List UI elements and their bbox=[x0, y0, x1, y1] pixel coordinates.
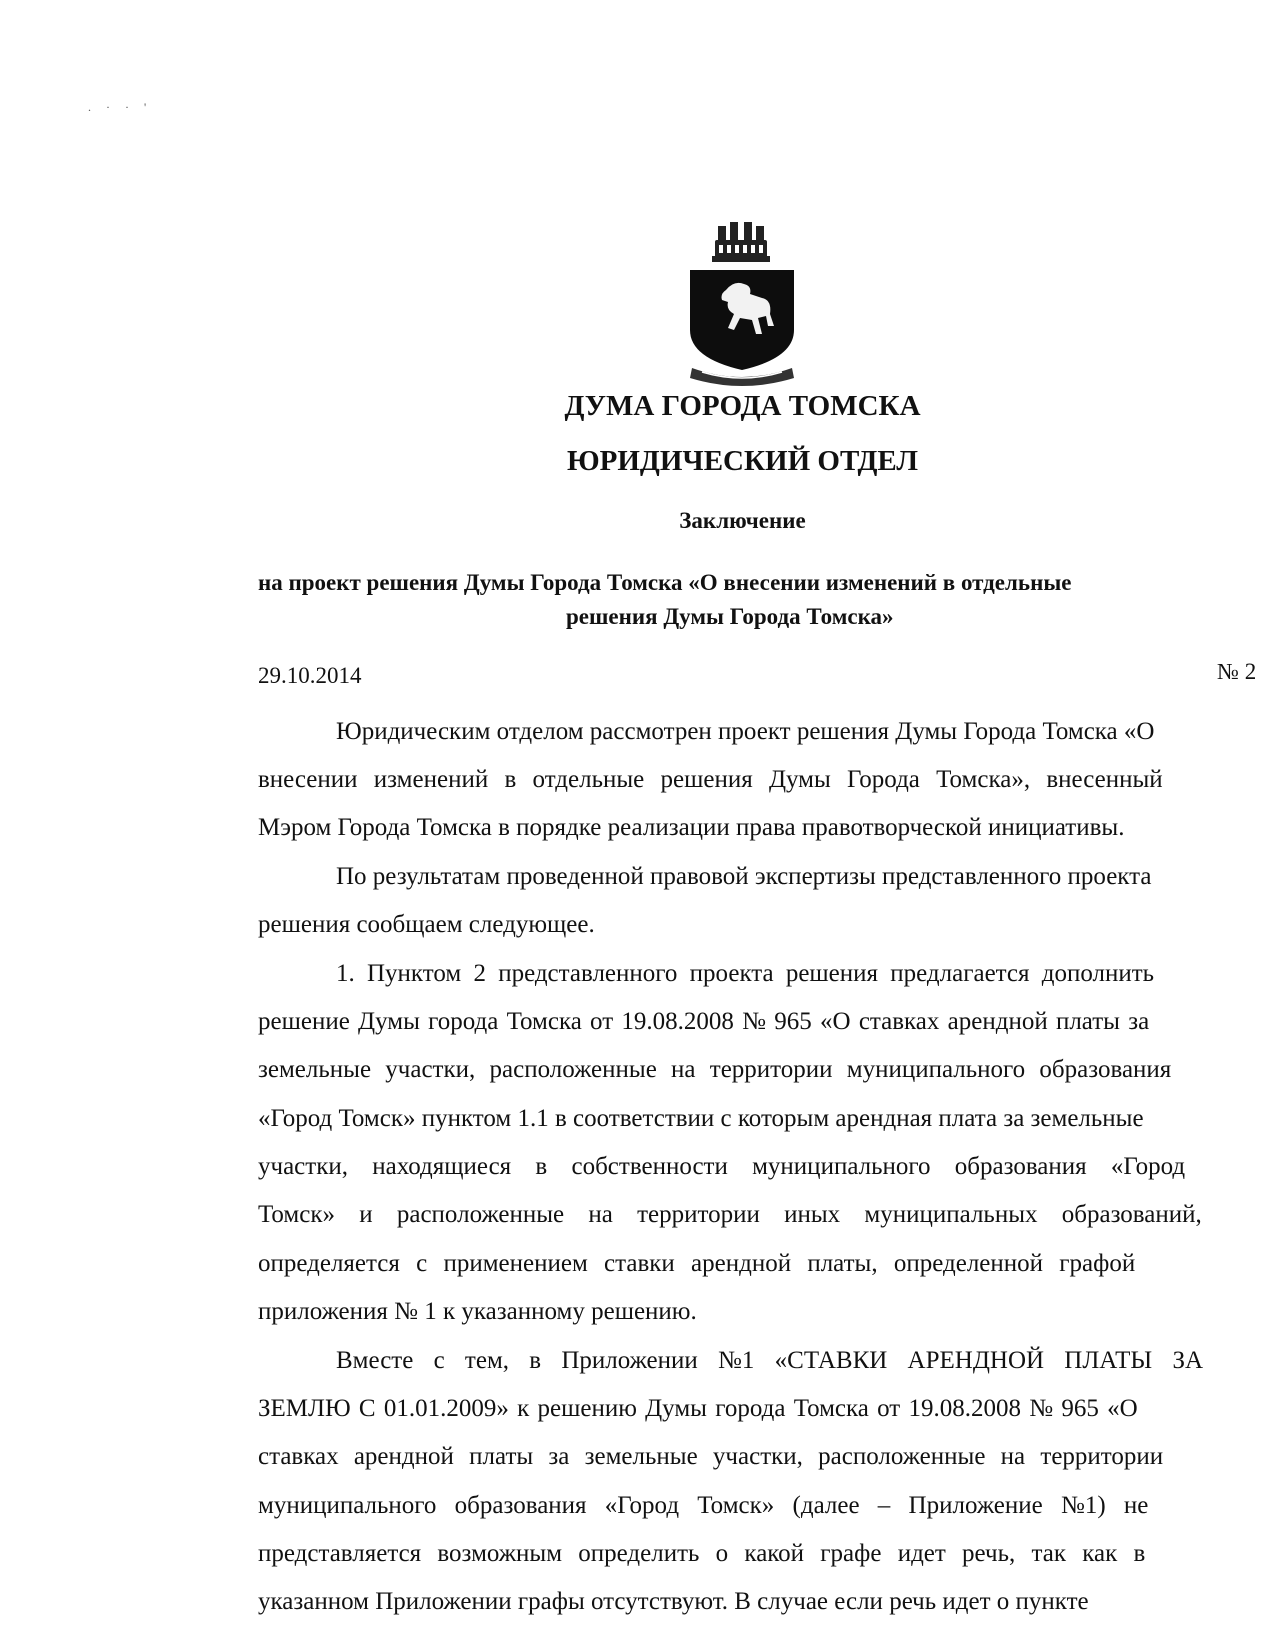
body-line: приложения № 1 к указанному решению. bbox=[258, 1298, 697, 1325]
body-line: муниципального образования «Город Томск» (далее – Приложение №1) не bbox=[258, 1492, 1149, 1519]
body-line: определяется с применением ставки арендной платы, определенной графой bbox=[258, 1250, 1136, 1277]
body-line: земельные участки, расположенные на территории муниципального образования bbox=[258, 1056, 1172, 1083]
body-line: решение Думы города Томска от 19.08.2008 № 965 «О ставках арендной платы за bbox=[258, 1008, 1150, 1035]
doc-number: № 2 bbox=[1217, 659, 1257, 684]
body-line: представляется возможным определить о какой графе идет речь, так как в bbox=[258, 1540, 1146, 1567]
body-line: 1. Пунктом 2 представленного проекта решения предлагается дополнить bbox=[336, 960, 1155, 987]
body-line: По результатам проведенной правовой экспертизы представленного проекта bbox=[336, 863, 1152, 890]
doc-type-title: Заключение bbox=[679, 508, 806, 533]
body-line: Мэром Города Томска в порядке реализации права правотворческой инициативы. bbox=[258, 814, 1125, 841]
subject-line: решения Думы Города Томска» bbox=[566, 604, 894, 629]
body-line: ставках арендной платы за земельные участки, расположенные на территории bbox=[258, 1443, 1164, 1470]
body-line: Вместе с тем, в Приложении №1 «СТАВКИ АРЕНДНОЙ ПЛАТЫ ЗА bbox=[336, 1347, 1204, 1374]
body-line: решения сообщаем следующее. bbox=[258, 911, 595, 938]
body-line: «Город Томск» пунктом 1.1 в соответствии с которым арендная плата за земельные bbox=[258, 1105, 1144, 1132]
body-line: указанном Приложении графы отсутствуют. В случае если речь идет о пункте bbox=[258, 1588, 1089, 1615]
scan-specks: . · · ' bbox=[88, 100, 153, 114]
department-name: ЮРИДИЧЕСКИЙ ОТДЕЛ bbox=[567, 445, 918, 477]
body-line: внесении изменений в отдельные решения Думы Города Томска», внесенный bbox=[258, 766, 1163, 793]
body-line: ЗЕМЛЮ С 01.01.2009» к решению Думы города Томска от 19.08.2008 № 965 «О bbox=[258, 1395, 1138, 1422]
body-line: Юридическим отделом рассмотрен проект решения Думы Города Томска «О bbox=[336, 718, 1155, 745]
body-line: участки, находящиеся в собственности муниципального образования «Город bbox=[258, 1153, 1186, 1180]
doc-subject bbox=[258, 566, 1275, 634]
org-name: ДУМА ГОРОДА ТОМСКА bbox=[564, 390, 921, 422]
tomsk-coat-of-arms-icon bbox=[682, 218, 802, 388]
doc-date: 29.10.2014 bbox=[258, 663, 362, 688]
subject-line: на проект решения Думы Города Томска «О внесении изменений в отдельные bbox=[258, 570, 1072, 595]
body-line: Томск» и расположенные на территории иных муниципальных образований, bbox=[258, 1201, 1202, 1228]
